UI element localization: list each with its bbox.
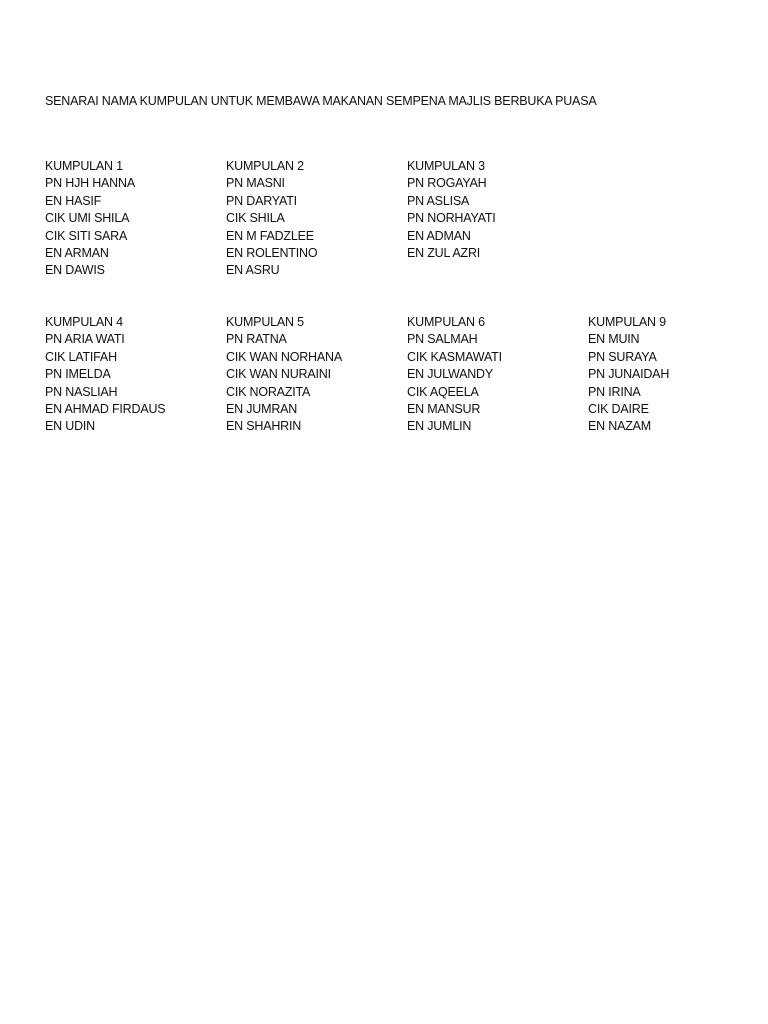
member-name: PN HJH HANNA	[45, 176, 135, 191]
member-name: PN IRINA	[588, 384, 641, 399]
member-name: CIK UMI SHILA	[45, 211, 130, 226]
group-kumpulan-9	[588, 314, 763, 436]
group-heading: KUMPULAN 9	[588, 315, 666, 329]
member-name: CIK SITI SARA	[45, 228, 128, 243]
group-kumpulan-1	[45, 158, 220, 280]
member-name: PN DARYATI	[226, 193, 297, 208]
member-name: CIK AQEELA	[407, 384, 479, 399]
group-heading: KUMPULAN 6	[407, 315, 485, 329]
group-heading: KUMPULAN 2	[226, 159, 304, 173]
member-name: EN UDIN	[45, 419, 95, 434]
group-kumpulan-2	[226, 158, 401, 280]
member-name: PN SURAYA	[588, 349, 657, 364]
group-kumpulan-6	[407, 314, 582, 436]
group-kumpulan-5	[226, 314, 401, 436]
member-name: EN JUMRAN	[226, 401, 298, 416]
member-name: CIK LATIFAH	[45, 349, 117, 364]
member-name: EN MUIN	[588, 332, 640, 347]
member-name: EN M FADZLEE	[226, 228, 314, 243]
member-name: PN NASLIAH	[45, 384, 118, 399]
member-name: PN ROGAYAH	[407, 176, 487, 191]
member-name: PN SALMAH	[407, 332, 478, 347]
member-name: EN ARMAN	[45, 245, 109, 260]
member-name: EN NAZAM	[588, 419, 651, 434]
member-name: EN AHMAD FIRDAUS	[45, 401, 166, 416]
group-kumpulan-4	[45, 314, 220, 436]
member-name: EN DAWIS	[45, 263, 105, 278]
member-name: PN MASNI	[226, 176, 285, 191]
group-heading: KUMPULAN 4	[45, 315, 123, 329]
member-name: EN JUMLIN	[407, 419, 472, 434]
member-name: PN ARIA WATI	[45, 332, 125, 347]
member-name: EN ZUL AZRI	[407, 245, 481, 260]
member-name: PN JUNAIDAH	[588, 367, 670, 382]
member-name: PN IMELDA	[45, 367, 111, 382]
member-name: EN HASIF	[45, 193, 102, 208]
member-name: CIK NORAZITA	[226, 384, 311, 399]
member-name: PN ASLISA	[407, 193, 470, 208]
member-name: CIK KASMAWATI	[407, 349, 502, 364]
member-name: PN NORHAYATI	[407, 211, 496, 226]
page-title: SENARAI NAMA KUMPULAN UNTUK MEMBAWA MAKANAN SEMPENA MAJLIS BERBUKA PUASA	[45, 94, 597, 108]
member-name: CIK WAN NORHANA	[226, 349, 342, 364]
member-name: CIK DAIRE	[588, 401, 649, 416]
member-name: EN ASRU	[226, 263, 280, 278]
group-heading: KUMPULAN 5	[226, 315, 304, 329]
member-name: CIK SHILA	[226, 211, 285, 226]
member-name: EN SHAHRIN	[226, 419, 302, 434]
member-name: PN RATNA	[226, 332, 287, 347]
member-name: EN JULWANDY	[407, 367, 494, 382]
member-name: CIK WAN NURAINI	[226, 367, 331, 382]
member-name: EN ADMAN	[407, 228, 471, 243]
group-kumpulan-3	[407, 158, 582, 262]
group-heading: KUMPULAN 1	[45, 159, 123, 173]
member-name: EN ROLENTINO	[226, 245, 318, 260]
group-heading: KUMPULAN 3	[407, 159, 485, 173]
member-name: EN MANSUR	[407, 401, 481, 416]
